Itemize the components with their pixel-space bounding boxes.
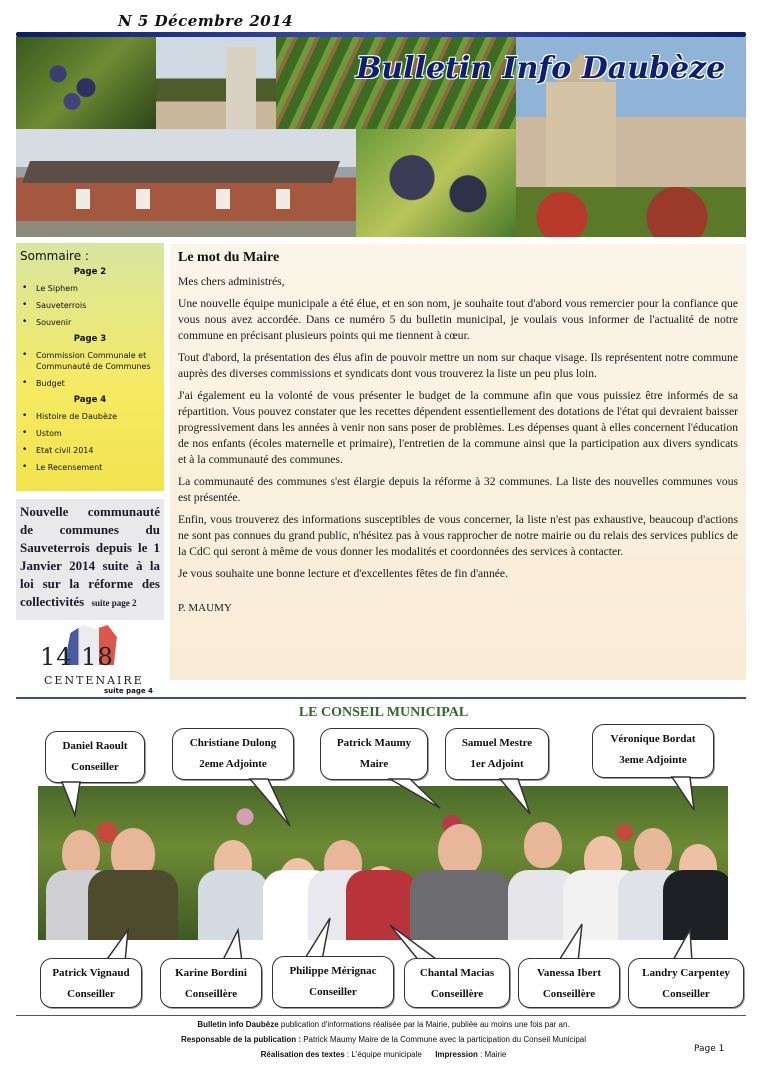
- mot-du-maire: [170, 244, 746, 680]
- callout-text: Nouvelle communauté de communes du Sauveterrois depuis le 1 Janvier 2014 suite à la loi sur la réforme des collectivités: [20, 504, 160, 609]
- mot-paragraph: Tout d'abord, la présentation des élus afin de pouvoir mettre un nom sur chaque visage. Ils représentent notre commune auprès des diverses commissions et syndicats dont vous trouverez la liste un peu plus loin.: [178, 351, 738, 380]
- member-bubble: [40, 958, 142, 1008]
- sommaire-box: [16, 243, 164, 491]
- bulletin-title: Bulletin Info Daubèze: [356, 51, 726, 86]
- member-bubble: [628, 958, 744, 1008]
- footer-line-1: [0, 1020, 767, 1029]
- mot-paragraph: Enfin, vous trouverez des informations susceptibles de vous concerner, la liste n'est pas exhaustive, beaucoup d'actions ne sont pas connues du grand public, n'hésitez pas à vous rapprocher de notre mairie ou du relais des services publics de la CdC qui seront à même de vous donner les modalités et coordonnées des services à contacter.: [178, 513, 738, 558]
- footer-publication-name: Bulletin info Daubèze: [197, 1020, 279, 1029]
- mot-paragraph: Une nouvelle équipe municipale a été élue, et en son nom, je souhaite tout d'abord vous remercier pour la confiance que vous nous avez accordée. Dans ce numéro 5 du bulletin municipal, je voulais vous informer de l'actualité de notre commune en précisant plusieurs points qui me tiennent à cœur.: [178, 297, 738, 342]
- member-role: Conseiller: [662, 988, 710, 1000]
- callout-suite: suite page 2: [91, 598, 137, 608]
- sommaire-item: • Souvenir: [20, 317, 160, 328]
- footer-textes-value: : L'équipe municipale: [344, 1050, 422, 1059]
- centenaire-logo: [34, 625, 154, 695]
- page-number: Page 1: [694, 1044, 725, 1054]
- member-name: Patrick Maumy: [336, 737, 412, 749]
- sommaire-page-label: Page 4: [73, 395, 107, 405]
- sommaire-item: • Histoire de Daubèze: [20, 411, 160, 422]
- sommaire-item: • Le Recensement: [20, 462, 160, 473]
- member-bubble: [172, 728, 294, 780]
- centenaire-suite: suite page 4: [104, 687, 153, 695]
- footer-line-2: [0, 1035, 767, 1044]
- section-rule: [16, 697, 746, 699]
- mot-paragraph: Mes chers administrés,: [178, 275, 285, 288]
- member-bubble: [45, 731, 145, 783]
- member-bubble: [404, 958, 510, 1008]
- mot-paragraph: Je vous souhaite une bonne lecture et d'excellentes fêtes de fin d'année.: [178, 567, 508, 580]
- member-role: Conseillère: [184, 988, 238, 1000]
- member-bubble: [592, 724, 714, 778]
- conseil-title: LE CONSEIL MUNICIPAL: [298, 705, 469, 720]
- footer-rule: [16, 1015, 746, 1016]
- footer-responsable-label: Responsable de la publication :: [180, 1035, 301, 1044]
- centenaire-years: 14 18: [40, 643, 114, 671]
- member-name: Véronique Bordat: [610, 733, 696, 745]
- mot-paragraph: La communauté des communes s'est élargie depuis la réforme à 32 communes. La liste des nouvelles communes vous est présentée.: [178, 475, 738, 504]
- member-role: 3eme Adjointe: [619, 754, 687, 766]
- footer-impression-value: : Mairie: [477, 1050, 507, 1059]
- photo-banner: [16, 37, 746, 237]
- member-bubble: [272, 956, 394, 1008]
- member-role: 1er Adjoint: [470, 758, 524, 770]
- centenaire-label: CENTENAIRE: [44, 674, 144, 687]
- member-name: Samuel Mestre: [461, 737, 533, 749]
- member-role: 2eme Adjointe: [199, 758, 267, 770]
- village-photo: [156, 37, 276, 129]
- sommaire-item: • Le Siphem: [20, 283, 160, 294]
- mot-heading: Le mot du Maire: [178, 250, 280, 265]
- footer-impression-label: Impression: [435, 1050, 478, 1059]
- sommaire-item: • Ustom: [20, 428, 160, 439]
- mot-paragraph: J'ai également eu la volonté de vous présenter le budget de la commune afin que vous puissiez être informés de sa répartition. Vous pouvez constater que les recettes dépendent essentiellement des dotations de l'état qui devraient baisser progressivement dans les années à venir non sans poser de problèmes. Les dépenses quant à elles concernent l'éducation de nos enfants (écoles maternelle et primaire), l'entretien de la commune ainsi que la participation aux divers syndicats et à la communauté des communes.: [178, 389, 738, 466]
- member-role: Maire: [359, 758, 389, 770]
- member-name: Patrick Vignaud: [52, 967, 130, 979]
- member-role: Conseiller: [309, 986, 357, 998]
- member-bubble: [160, 958, 262, 1008]
- mot-signature: P. MAUMY: [178, 602, 232, 614]
- member-name: Landry Carpentey: [642, 967, 730, 979]
- member-name: Chantal Macias: [419, 967, 495, 979]
- member-role: Conseillère: [430, 988, 484, 1000]
- member-name: Vanessa Ibert: [536, 967, 602, 979]
- grape-bunch-photo: [356, 129, 516, 237]
- sommaire-title: Sommaire :: [20, 249, 89, 263]
- sommaire-page-label: Page 3: [73, 334, 107, 344]
- footer-responsable-value: Patrick Maumy Maire de la Commune avec la participation du Conseil Municipal: [301, 1035, 587, 1044]
- sommaire-item: • Sauveterrois: [20, 300, 160, 311]
- footer-line-3: [0, 1050, 767, 1059]
- sommaire-item: • Budget: [20, 378, 160, 389]
- member-role: Conseiller: [71, 761, 119, 773]
- member-name: Daniel Raoult: [62, 740, 128, 752]
- member-bubble: [445, 728, 549, 780]
- member-bubble: [518, 958, 620, 1008]
- sommaire-item: • Etat civil 2014: [20, 445, 160, 456]
- mairie-building-photo: [16, 129, 356, 237]
- footer-publication-desc: publication d'informations réalisée par la Mairie, publiée au moins une fois par an.: [278, 1020, 570, 1029]
- member-bubble: [320, 728, 428, 780]
- member-role: Conseillère: [542, 988, 596, 1000]
- footer-textes-label: Réalisation des textes: [260, 1050, 345, 1059]
- member-name: Philippe Mérignac: [289, 965, 377, 977]
- member-role: Conseiller: [67, 988, 115, 1000]
- member-name: Christiane Dulong: [189, 737, 277, 749]
- grapes-photo: [16, 37, 156, 129]
- sommaire-item: • Commission Communale et Communauté de Communes: [20, 350, 160, 372]
- communaute-callout: [16, 499, 164, 620]
- member-name: Karine Bordini: [175, 967, 247, 979]
- group-photo: [38, 786, 728, 940]
- sommaire-page-label: Page 2: [73, 267, 107, 277]
- issue-label: N 5 Décembre 2014: [118, 12, 294, 30]
